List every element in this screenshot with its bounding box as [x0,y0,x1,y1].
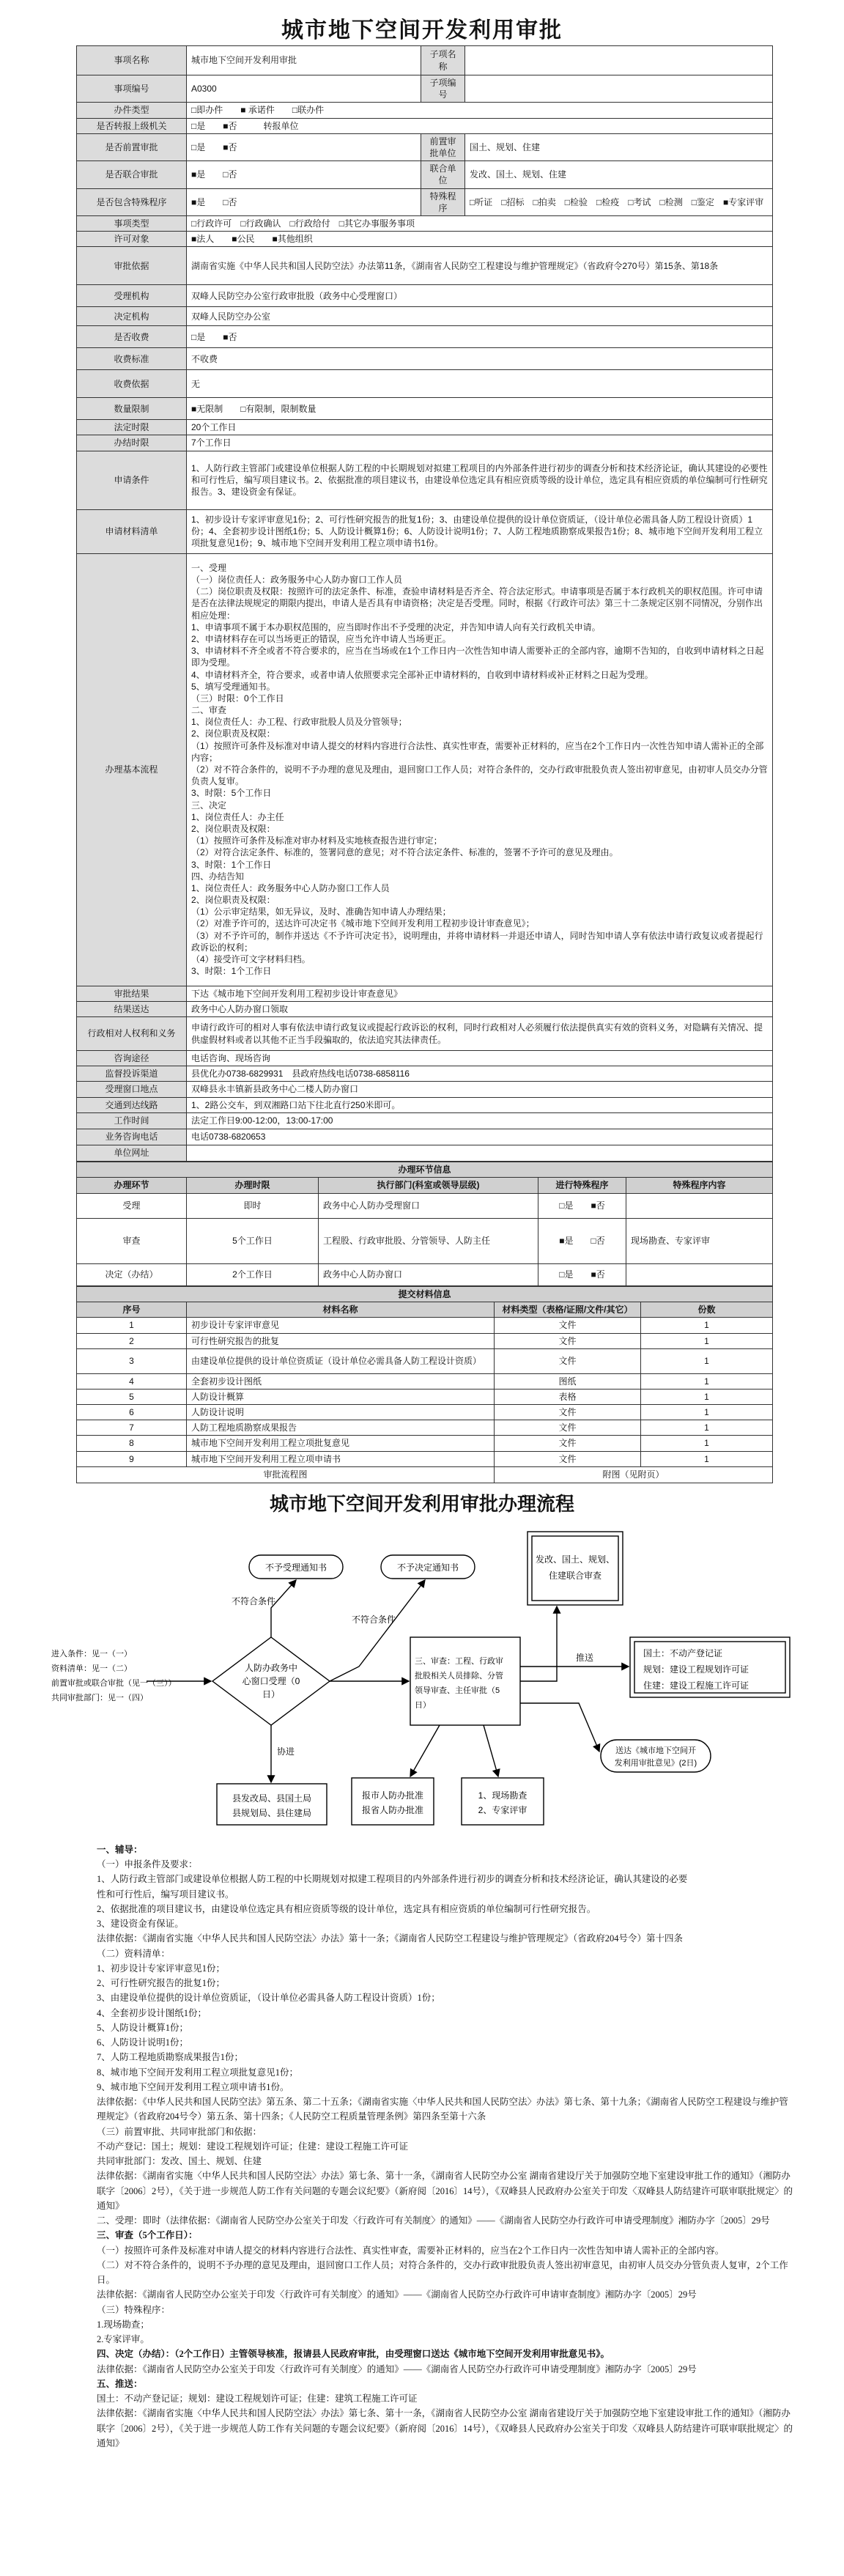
material-type: 表格 [495,1389,641,1404]
note-line: （二）对不符合条件的，说明不予办理的意见及理由，退回窗口工作人员；对符合条件的，交办行政审批股负责人签出初审意见，由初审人员交办分管负责人复审，2个工作日。 [97,2259,788,2286]
sub-code-value [465,75,773,103]
web-label: 单位网址 [77,1145,187,1161]
table-row [77,1318,773,1333]
material-name: 人防工程地质勘察成果报告 [187,1420,495,1436]
steps-header: 特殊程序内容 [626,1177,773,1193]
decide-label: 决定机构 [77,307,187,326]
apply-line: 资料清单：见一（二） [51,1664,132,1673]
steps-header: 进行特殊程序 [538,1177,626,1193]
note-line: 法律依据：《湖南省人民防空办公室关于印发〈行政许可有关制度〉的通知》——《湖南省人民防空办行政许可申请审查制度》湘防办字〔2005〕29号 [97,2289,697,2300]
joint-line: 发改、国土、规划、 [535,1554,615,1565]
bottom-right-line: 1、现场勘查 [478,1790,528,1801]
rights-label: 行政相对人权利和义务 [77,1017,187,1051]
note-line: （三）前置审批、共同审批部门和依据： [97,2126,262,2137]
basis-value: 湖南省实施《中华人民共和国人民防空法》办法第11条，《湖南省人民防空工程建设与维护管理规定》（省政府令270号）第15条、第18条 [187,247,773,285]
note-line: 9、城市地下空间开发利用工程立项申请书1份。 [97,2081,289,2092]
material-type: 文件 [495,1436,641,1451]
material-count: 1 [641,1318,773,1333]
legal-time-label: 法定时限 [77,420,187,435]
push-label: 推送 [576,1652,594,1663]
note-line: 4、全套初步设计图纸1份； [97,2007,207,2018]
material-count: 1 [641,1420,773,1436]
note-line: 3、由建设单位提供的设计单位资质证，（设计单位必需具备人防工程设计资质）1份； [97,1993,440,2004]
table-row [77,1420,773,1436]
material-name: 初步设计专家评审意见 [187,1318,495,1333]
note-line: 性和可行性后，编写项目建议书。 [97,1889,234,1900]
material-type: 图纸 [495,1373,641,1389]
flow-title: 城市地下空间开发利用审批办理流程 [269,1493,574,1515]
qty-value: ■无限制 □有限制，限制数量 [187,398,773,420]
step-time: 即时 [187,1193,319,1218]
result-line: 国土：不动产登记证 [643,1647,723,1658]
note-line: 法律依据：《湖南省实施〈中华人民共和国人民防空法〉办法》第十一条；《湖南省人民防空工程建设与维护管理规定》（省政府204号令）第十四条 [97,1933,684,1944]
qty-label: 数量限制 [77,398,187,420]
note-line: 三、审查（5个工作日）： [97,2230,198,2241]
union-unit-label: 联合单位 [421,161,465,188]
monitor-value: 县优化办0738-6829931 县政府热线电话0738-6858116 [187,1066,773,1082]
phone-value: 电话0738-6820653 [187,1129,773,1145]
note-line: （一）按照许可条件及标准对申请人提交的材料内容进行合法性、真实性审查，需要补正材料的，应当在2个工作日内一次性告知申请人需补正的全部内容。 [97,2245,725,2256]
note-line: 二、受理：即时（法律依据：《湖南省人民防空办公室关于印发〈行政许可有关制度〉的通知》——《湖南省人民防空办行政许可申请受理制度》湘防办字〔2005〕29号 [97,2215,770,2226]
material-index: 4 [77,1373,187,1389]
special-proc-label: 特殊程序 [421,188,465,215]
legal-time-value: 20个工作日 [187,420,773,435]
step-special-content: 现场勘查、专家评审 [626,1218,773,1263]
material-count: 1 [641,1436,773,1451]
review-line: 批股相关人员排除、分管 [415,1671,503,1680]
hours-value: 法定工作日9:00-12:00，13:00-17:00 [187,1112,773,1129]
material-index: 5 [77,1389,187,1404]
material-index: 1 [77,1318,187,1333]
apply-line: 共同审批部门：见一（四） [51,1693,148,1702]
steps-table [76,1162,773,1286]
bottom-left-line: 县发改局、县国土局 [232,1793,312,1804]
addr-value: 双峰县永丰镇新县政务中心二楼人防办窗口 [187,1082,773,1097]
table-row [77,1348,773,1373]
not-accept-box: 不予受理通知书 [264,1562,327,1573]
bottom-left-line: 县规划局、县住建局 [232,1807,312,1818]
note-line: 2.专家评审。 [97,2334,149,2345]
note-line: 国土：不动产登记证；规划：建设工程规划许可证；住建：建筑工程施工许可证 [97,2394,418,2405]
note-line: 法律依据：《湖南省人民防空办公室关于印发〈行政许可有关制度〉的通知》——《湖南省人民防空办行政许可申请受理制度》湘防办字〔2005〕29号 [97,2363,697,2374]
upper-value: □是 ■否 转报单位 [187,118,773,133]
material-type: 文件 [495,1348,641,1373]
union-value: ■是 □否 [187,161,421,188]
material-count: 1 [641,1389,773,1404]
hours-label: 工作时间 [77,1112,187,1129]
note-line: （一）申报条件及要求： [97,1859,198,1870]
coord-label: 协进 [277,1746,295,1757]
center-line: 日） [262,1689,281,1700]
fee-basis-value: 无 [187,370,773,398]
deliver-value: 政务中心人防办窗口领取 [187,1001,773,1016]
materials-header: 材料类型（表格/证照/文件/其它） [495,1302,641,1318]
material-index: 7 [77,1420,187,1436]
materials-header: 份数 [641,1302,773,1318]
review-line: 领导审查、主任审批（5 [415,1686,500,1695]
decide-value: 双峰人民防空办公室 [187,307,773,326]
fee-basis-label: 收费依据 [77,370,187,398]
material-type: 文件 [495,1405,641,1420]
name-label: 事项名称 [77,46,187,75]
fee-value: □是 ■否 [187,326,773,348]
query-value: 电话咨询、现场咨询 [187,1051,773,1066]
promise-time-value: 7个工作日 [187,435,773,451]
notes-section [97,1842,793,2451]
step-name: 审查 [77,1218,187,1263]
basis-label: 审批依据 [77,247,187,285]
special-label: 是否包含特殊程序 [77,188,187,215]
table-row [77,1333,773,1348]
traffic-value: 1、2路公交车，到双湘路口站下往北直行250米即可。 [187,1097,773,1112]
table-row [77,1389,773,1404]
note-line: 四、决定（办结）：（2个工作日）主管领导核准，报请县人民政府审批，由受理窗口送达《城市地下空间开发利用审批意见书》。 [97,2349,610,2360]
joint-label: 是否前置审批 [77,133,187,160]
note-line: 7、人防工程地质勘察成果报告1份； [97,2052,244,2063]
note-line: 法律依据：《湖南省实施〈中华人民共和国人民防空法〉办法》第七条、第十一条，《湖南省人民防空办公室 湖南省建设厅关于加强防空地下室建设审批工作的通知》（湘防办联字〔2006〕2号），《关于进一步规范人防工作有关问题的专题会议纪要》（新府阅〔2016〕14号），《双峰县人民政府办公室关于印发〈双峰县人防结建许可联审联批规定〉的通知》 [97,2408,793,2448]
step-name: 决定（办结） [77,1263,187,1285]
fee-std-value: 不收费 [187,348,773,370]
sub-name-value [465,46,773,75]
apply-line: 前置审批或联合审批（见一（三）） [51,1678,177,1688]
note-line: 五、推送： [97,2378,143,2389]
materials-table [76,1286,773,1483]
note-line: 6、人防设计说明1份； [97,2037,189,2048]
material-index: 2 [77,1333,187,1348]
cond-label: 申请条件 [77,451,187,509]
material-count: 1 [641,1405,773,1420]
category-label: 事项类型 [77,215,187,231]
note-line: 法律依据：《湖南省实施〈中华人民共和国人民防空法〉办法》第七条、第十一条，《湖南省人民防空办公室 湖南省建设厅关于加强防空地下室建设审批工作的通知》（湘防办联字〔2006〕2号），《关于进一步规范人防工作有关问题的专题会议纪要》（新府阅〔2016〕14号），《双峰县人民政府办公室关于印发〈双峰县人防结建许可联审联批规定〉的通知》 [97,2171,793,2211]
table-row [77,1451,773,1466]
step-time: 5个工作日 [187,1218,319,1263]
rights-value: 申请行政许可的相对人事有依法申请行政复议或提起行政诉讼的权利，同时行政相对人必须履行依法提供真实有效的资料义务，对隐瞒有关情况、提供虚假材料或者以其他不正当手段骗取的，依法追究其法律责任。 [187,1017,773,1051]
material-name: 全套初步设计图纸 [187,1373,495,1389]
union-unit-value: 发改、国土、规划、住建 [465,161,773,188]
step-dept: 工程股、行政审批股、分管领导、人防主任 [319,1218,538,1263]
materials-header: 材料名称 [187,1302,495,1318]
code-label: 事项编号 [77,75,187,103]
mat-label: 申请材料清单 [77,509,187,553]
step-special-content [626,1193,773,1218]
deliver-label: 结果送达 [77,1001,187,1016]
code-value: A0300 [187,75,421,103]
step-time: 2个工作日 [187,1263,319,1285]
monitor-label: 监督投诉渠道 [77,1066,187,1082]
upper-label: 是否转报上级机关 [77,118,187,133]
table-row [77,1373,773,1389]
special-proc-value: □听证 □招标 □拍卖 □检验 □检疫 □考试 □检测 □鉴定 ■专家评审 [465,188,773,215]
flow-chart-value: 附图（见附页） [495,1466,773,1483]
table-row [77,1193,773,1218]
note-line: 1、初步设计专家评审意见1份； [97,1963,226,1974]
joint-value: □是 ■否 [187,133,421,160]
union-label: 是否联合审批 [77,161,187,188]
steps-header: 办理时限 [187,1177,319,1193]
target-value: ■法人 ■公民 ■其他组织 [187,232,773,247]
fee-std-label: 收费标准 [77,348,187,370]
material-name: 人防设计概算 [187,1389,495,1404]
steps-header: 办理环节 [77,1177,187,1193]
material-count: 1 [641,1451,773,1466]
material-index: 9 [77,1451,187,1466]
note-line: 法律依据：《中华人民共和国人民防空法》第五条、第二十五条；《湖南省实施〈中华人民共和国人民防空法〉办法》第七条、第十九条；《湖南省人民防空工程建设与维护管理规定》（省政府204号令）第五条、第十四条；《人民防空工程质量管理条例》第四条至第十六条 [97,2097,788,2122]
result-line: 规划：建设工程规划许可证 [643,1664,749,1675]
material-type: 文件 [495,1333,641,1348]
step-dept: 政务中心人防办窗口 [319,1263,538,1285]
table-row [77,1263,773,1285]
materials-header: 序号 [77,1302,187,1318]
note-line: （二）资料清单： [97,1948,171,1959]
mat-value: 1、初步设计专家评审意见1份；2、可行性研究报告的批复1份；3、由建设单位提供的设计单位资质证，（设计单位必需具备人防工程设计资质）1份；4、全套初步设计图纸1份；5、人防设计概算1份；6、人防设计说明1份；7、人防工程地质勘察成果报告1份；8、城市地下空间开发利用工程立项批复意见1份；9、城市地下空间开发利用工程立项申请书1份。 [187,509,773,553]
table-row [77,1218,773,1263]
note-line: 共同审批部门：发改、国土、规划、住建 [97,2156,262,2167]
note-line: 2、依据批准的项目建议书，由建设单位选定具有相应资质等级的设计单位，选定具有相应资质的单位编制可行性研究报告。 [97,1903,596,1914]
result-label: 审批结果 [77,986,187,1001]
material-index: 6 [77,1405,187,1420]
material-type: 文件 [495,1318,641,1333]
traffic-label: 交通到达线路 [77,1097,187,1112]
flow-chart-label: 审批流程图 [77,1466,495,1483]
material-type: 文件 [495,1451,641,1466]
type-label: 办件类型 [77,103,187,118]
material-count: 1 [641,1373,773,1389]
material-name: 城市地下空间开发利用工程立项批复意见 [187,1436,495,1451]
note-line: 1、人防行政主管部门或建设单位根据人防工程的中长期规划对拟建工程项目的内外部条件进行初步的调查分析和技术经济论证，确认其建设的必要 [97,1874,688,1885]
step-special-content [626,1263,773,1285]
name-value: 城市地下空间开发利用审批 [187,46,421,75]
step-dept: 政务中心人防办受理窗口 [319,1193,538,1218]
joint-line: 住建联合审查 [548,1570,602,1581]
center-line: 心窗口受理（0 [242,1675,300,1686]
send-line: 发利用审批意见》(2日) [614,1758,697,1768]
note-line: 5、人防设计概算1份； [97,2022,189,2033]
not-meet-label-1: 不符合条件 [232,1595,276,1606]
bottom-mid-line: 报省人防办批准 [361,1804,424,1815]
apply-line: 进入条件：见一（一） [51,1649,132,1658]
table-row [77,1436,773,1451]
material-index: 8 [77,1436,187,1451]
cond-value: 1、人防行政主管部门或建设单位根据人防工程的中长期规划对拟建工程项目的内外部条件进行初步的调查分析和技术经济论证，确认其建设的必要性和可行性后，编写项目建议书。2、依据批准的项目建议书，由建设单位选定具有相应资质等级的设计单位，选定具有相应资质的单位编制可行性研究报告。3、建设资金有保证。 [187,451,773,509]
material-type: 文件 [495,1420,641,1436]
not-meet-label-2: 不符合条件 [352,1614,396,1625]
promise-time-label: 办结时限 [77,435,187,451]
steps-caption: 办理环节信息 [77,1162,773,1177]
note-line: 3、建设资金有保证。 [97,1919,184,1930]
result-line: 住建：建设工程施工许可证 [643,1680,749,1691]
note-line: 1.现场勘查； [97,2319,149,2330]
result-value: 下达《城市地下空间开发利用工程初步设计审查意见》 [187,986,773,1001]
materials-caption: 提交材料信息 [77,1286,773,1302]
proc-label: 办理基本流程 [77,553,187,986]
sub-name-label: 子项名称 [421,46,465,75]
category-value: □行政许可 □行政确认 □行政给付 □其它办事服务事项 [187,215,773,231]
material-index: 3 [77,1348,187,1373]
step-special: ■是 □否 [538,1218,626,1263]
sub-code-label: 子项编号 [421,75,465,103]
org-value: 双峰人民防空办公室行政审批股（政务中心受理窗口） [187,285,773,307]
note-line: 一、辅导： [97,1844,143,1855]
material-name: 人防设计说明 [187,1405,495,1420]
info-table [76,45,773,1162]
material-name: 可行性研究报告的批复 [187,1333,495,1348]
step-special: □是 ■否 [538,1263,626,1285]
joint-unit-label: 前置审批单位 [421,133,465,160]
note-line: 2、可行性研究报告的批复1份； [97,1978,226,1989]
review-line: 三、审查：工程、行政审 [415,1656,503,1666]
phone-label: 业务咨询电话 [77,1129,187,1145]
type-value: □即办件 ■ 承诺件 □联办件 [187,103,773,118]
note-line: （三）特殊程序： [97,2304,171,2315]
center-line: 人防办政务中 [244,1662,298,1673]
fee-label: 是否收费 [77,326,187,348]
flow-diagram [44,1520,806,1842]
not-decide-box: 不予决定通知书 [396,1562,459,1573]
note-line: 8、城市地下空间开发利用工程立项批复意见1份； [97,2067,299,2078]
table-row [77,1405,773,1420]
review-line: 日） [415,1700,431,1710]
material-name: 由建设单位提供的设计单位资质证（设计单位必需具备人防工程设计资质） [187,1348,495,1373]
joint-unit-value: 国土、规划、住建 [465,133,773,160]
bottom-right-line: 2、专家评审 [478,1804,528,1815]
material-count: 1 [641,1348,773,1373]
step-special: □是 ■否 [538,1193,626,1218]
steps-header: 执行部门(科室或领导层级) [319,1177,538,1193]
query-label: 咨询途径 [77,1051,187,1066]
page-title: 城市地下空间开发利用审批 [281,18,563,43]
send-line: 送达《城市地下空间开 [615,1746,696,1755]
bottom-mid-line: 报市人防办批准 [361,1790,424,1801]
material-count: 1 [641,1333,773,1348]
org-label: 受理机构 [77,285,187,307]
web-value [187,1145,773,1161]
target-label: 许可对象 [77,232,187,247]
proc-value: 一、受理 （一）岗位责任人：政务服务中心人防办窗口工作人员 （二）岗位职责及权限：按照许可的法定条件、标准，查验申请材料是否齐全、符合法定形式。申请事项是否属于本行政机关的职权范围。许可申请是否在法律法规规定的期限内提出，申请人是否具有申请资格；决定是否受理。同时，根据《行政许可法》第三十二条规定区别不同情况，分别作出相应处理： 1、申请事项不属于本办职权范围的，应当即时作出不予受理的决定，并告知申请人向有关行政机关申请。 2、申请材料存在可以当场更正的错误，应当允许申请人当场更正。 3、申请材料不齐全或者不符合要求的，应当在当场或在1个工作日内一次性告知申请人需要补正的全部内容，逾期不告知的，自收到申请材料之日起即为受理。 4、申请材料齐全，符合要求，或者申请人依照要求完全部补正申请材料的，自收到申请材料或补正材料之日起为受理。 5、填写受理通知书。 （三）时限：0个工作日 二、审查 1、岗位责任人：办工程、行政审批股人员及分管领导； 2、岗位职责及权限： （1）按照许可条件及标准对申请人提交的材料内容进行合法性、真实性审查，需要补正材料的，应当在2个工作日内一次性告知申请人需补正的全部内容； （2）对不符合条件的，说明不予办理的意见及理由，退回窗口工作人员；对符合条件的，交办行政审批股负责人签出初审意见，由初审人员交办分管负责人复审。 3、时限：5个工作日 三、决定 1、岗位责任人：办主任 2、岗位职责及权限： （1）按照许可条件及标准对审办材料及实地核查报告进行审定； （2）对符合法定条件、标准的，签署同意的意见；对不符合法定条件、标准的，签署不予许可的意见及理由。 3、时限：1个工作日 四、办结告知 1、岗位责任人：政务服务中心人防办窗口工作人员 2、岗位职责及权限： （1）公示审定结果，如无异议，及时、准确告知申请人办理结果； （2）对准予许可的，送达许可决定书《城市地下空间开发利用工程初步设计审查意见》； （3）对不予许可的，制作并送达《不予许可决定书》，说明理由，并将申请材料一并退还申请人，同时告知申请人享有依法申请行政复议或者提起行政诉讼的权利； （4）接受许可文字材料归档。 3、时限：1个工作日 [187,553,773,986]
note-line: 不动产登记：国土；规划：建设工程规划许可证；住建：建设工程施工许可证 [97,2141,409,2152]
special-value: ■是 □否 [187,188,421,215]
addr-label: 受理窗口地点 [77,1082,187,1097]
material-name: 城市地下空间开发利用工程立项申请书 [187,1451,495,1466]
step-name: 受理 [77,1193,187,1218]
